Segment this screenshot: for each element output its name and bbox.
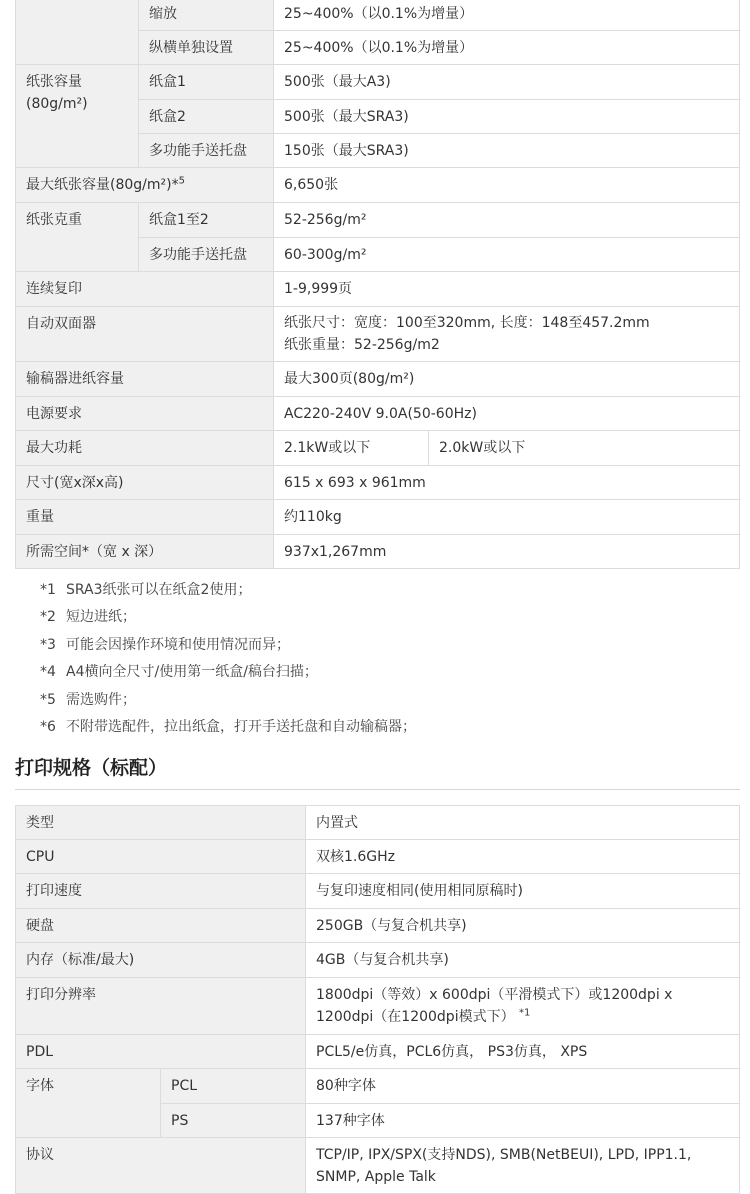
spec-label: 字体 xyxy=(16,1069,161,1138)
table-row xyxy=(16,65,740,100)
footnote xyxy=(40,577,416,604)
spec-value: 150张（最大SRA3) xyxy=(274,134,740,168)
spec-sublabel: 纸盒1至2 xyxy=(139,203,274,238)
spec-label: 重量 xyxy=(16,500,274,535)
footnote xyxy=(40,632,416,659)
table-row xyxy=(16,1069,740,1104)
spec-label-unit: (80g/m²) xyxy=(26,96,88,112)
spec-label: 纸张克重 xyxy=(16,203,139,272)
spec-label: 协议 xyxy=(16,1138,306,1194)
spec-value: 937x1,267mm xyxy=(274,535,740,569)
footnote-text: 不附带选配件，拉出纸盒，打开手送托盘和自动输稿器； xyxy=(66,718,416,735)
table-row xyxy=(16,431,740,466)
spec-value: 双核1.6GHz xyxy=(306,840,740,874)
spec-label: 输稿器进纸容量 xyxy=(16,362,274,397)
spec-value-line: TCP/IP, IPX/SPX(支持NDS), SMB(NetBEUI), LPD, IPP1.1, xyxy=(316,1147,692,1163)
spec-value: 52-256g/m² xyxy=(274,203,740,238)
spec-value: 500张（最大SRA3) xyxy=(274,100,740,134)
spec-sublabel: PCL xyxy=(161,1069,306,1104)
spec-label-text: 纸张容量 xyxy=(26,74,82,90)
spec-value: 80种字体 xyxy=(306,1069,740,1104)
footnote-ref: *1 xyxy=(519,1007,531,1019)
section-divider xyxy=(15,789,740,790)
table-row xyxy=(16,978,740,1035)
footnote xyxy=(40,714,416,741)
footnote xyxy=(40,659,416,686)
table-row xyxy=(16,535,740,569)
spec-sublabel: 纸盒2 xyxy=(139,100,274,134)
footnote-text: 可能会因操作环境和使用情况而异； xyxy=(66,636,290,653)
footnote xyxy=(40,687,416,714)
table-row xyxy=(16,840,740,874)
copy-spec-table xyxy=(15,0,740,569)
table-row xyxy=(16,806,740,840)
footnote-number: *3 xyxy=(40,636,56,653)
spec-label: PDL xyxy=(16,1035,306,1069)
footnote-ref: 5 xyxy=(178,175,185,187)
spec-value: 137种字体 xyxy=(306,1104,740,1138)
spec-value: 615 x 693 x 961mm xyxy=(274,466,740,500)
spec-sublabel: 纵横单独设置 xyxy=(139,31,274,65)
spec-label: 内存（标准/最大) xyxy=(16,943,306,978)
spec-value: 与复印速度相同(使用相同原稿时) xyxy=(306,874,740,909)
spec-value: PCL5/e仿真，PCL6仿真， PS3仿真， XPS xyxy=(306,1035,740,1069)
spec-label: 打印速度 xyxy=(16,874,306,909)
spec-value: 25~400%（以0.1%为增量） xyxy=(274,31,740,65)
spec-sublabel: 多功能手送托盘 xyxy=(139,134,274,168)
table-row xyxy=(16,500,740,535)
spec-value: AC220-240V 9.0A(50-60Hz) xyxy=(274,397,740,431)
spec-sublabel: 缩放 xyxy=(139,0,274,31)
spec-label: 硬盘 xyxy=(16,909,306,943)
footnotes xyxy=(40,577,416,741)
spec-value: 2.0kW或以下 xyxy=(429,431,740,466)
spec-value-line: 1200dpi（在1200dpi模式下） xyxy=(316,1009,515,1025)
spec-label: 最大功耗 xyxy=(16,431,274,466)
spec-label: 类型 xyxy=(16,806,306,840)
spec-sublabel: 多功能手送托盘 xyxy=(139,238,274,272)
table-row xyxy=(16,168,740,203)
spec-label: 电源要求 xyxy=(16,397,274,431)
footnote-text: 短边进纸； xyxy=(66,609,136,626)
spec-value-line: 纸张重量：52-256g/m2 xyxy=(284,337,440,353)
spec-sublabel: 纸盒1 xyxy=(139,65,274,100)
footnote-text: SRA3纸张可以在纸盒2使用； xyxy=(66,582,252,598)
spec-value-line: SNMP, Apple Talk xyxy=(316,1169,436,1185)
spec-value: 内置式 xyxy=(306,806,740,840)
table-row xyxy=(16,1138,740,1194)
footnote-text: 需选购件； xyxy=(66,691,136,708)
table-row xyxy=(16,0,740,31)
spec-value xyxy=(274,307,740,362)
footnote-number: *4 xyxy=(40,664,56,681)
spec-value: 6,650张 xyxy=(274,168,740,203)
spec-value: 60-300g/m² xyxy=(274,238,740,272)
footnote-number: *2 xyxy=(40,609,56,626)
spec-label: 打印分辨率 xyxy=(16,978,306,1035)
spec-value xyxy=(306,1138,740,1194)
spec-label xyxy=(16,0,139,65)
spec-value-line: 纸张尺寸：宽度：100至320mm, 长度：148至457.2mm xyxy=(284,315,650,331)
spec-value xyxy=(306,978,740,1035)
spec-value: 4GB（与复合机共享) xyxy=(306,943,740,978)
table-row xyxy=(16,362,740,397)
table-row xyxy=(16,203,740,238)
table-row xyxy=(16,397,740,431)
spec-value: 500张（最大A3) xyxy=(274,65,740,100)
table-row xyxy=(16,1035,740,1069)
print-spec-table xyxy=(15,805,740,1194)
spec-label: 所需空间*（宽 x 深） xyxy=(16,535,274,569)
spec-value: 最大300页(80g/m²) xyxy=(274,362,740,397)
spec-value: 1-9,999页 xyxy=(274,272,740,307)
table-row xyxy=(16,943,740,978)
spec-label: 自动双面器 xyxy=(16,307,274,362)
spec-sublabel: PS xyxy=(161,1104,306,1138)
spec-label: 尺寸(宽x深x高) xyxy=(16,466,274,500)
spec-label: CPU xyxy=(16,840,306,874)
spec-value: 250GB（与复合机共享) xyxy=(306,909,740,943)
footnote-number: *1 xyxy=(40,582,56,598)
spec-label xyxy=(16,168,274,203)
table-row xyxy=(16,909,740,943)
table-row xyxy=(16,307,740,362)
footnote xyxy=(40,604,416,631)
table-row xyxy=(16,874,740,909)
spec-label-text: 最大纸张容量(80g/m²)* xyxy=(26,177,179,193)
section-title: 打印规格（标配） xyxy=(15,757,168,779)
table-row xyxy=(16,466,740,500)
spec-value: 25~400%（以0.1%为增量） xyxy=(274,0,740,31)
footnote-number: *5 xyxy=(40,691,56,708)
spec-value-line: 1800dpi（等效）x 600dpi（平滑模式下）或1200dpi x xyxy=(316,987,673,1003)
spec-value: 2.1kW或以下 xyxy=(274,431,429,466)
spec-label xyxy=(16,65,139,168)
footnote-text: A4横向全尺寸/使用第一纸盒/稿台扫描； xyxy=(66,664,318,681)
spec-label: 连续复印 xyxy=(16,272,274,307)
footnote-number: *6 xyxy=(40,718,56,735)
table-row xyxy=(16,272,740,307)
spec-value: 约110kg xyxy=(274,500,740,535)
